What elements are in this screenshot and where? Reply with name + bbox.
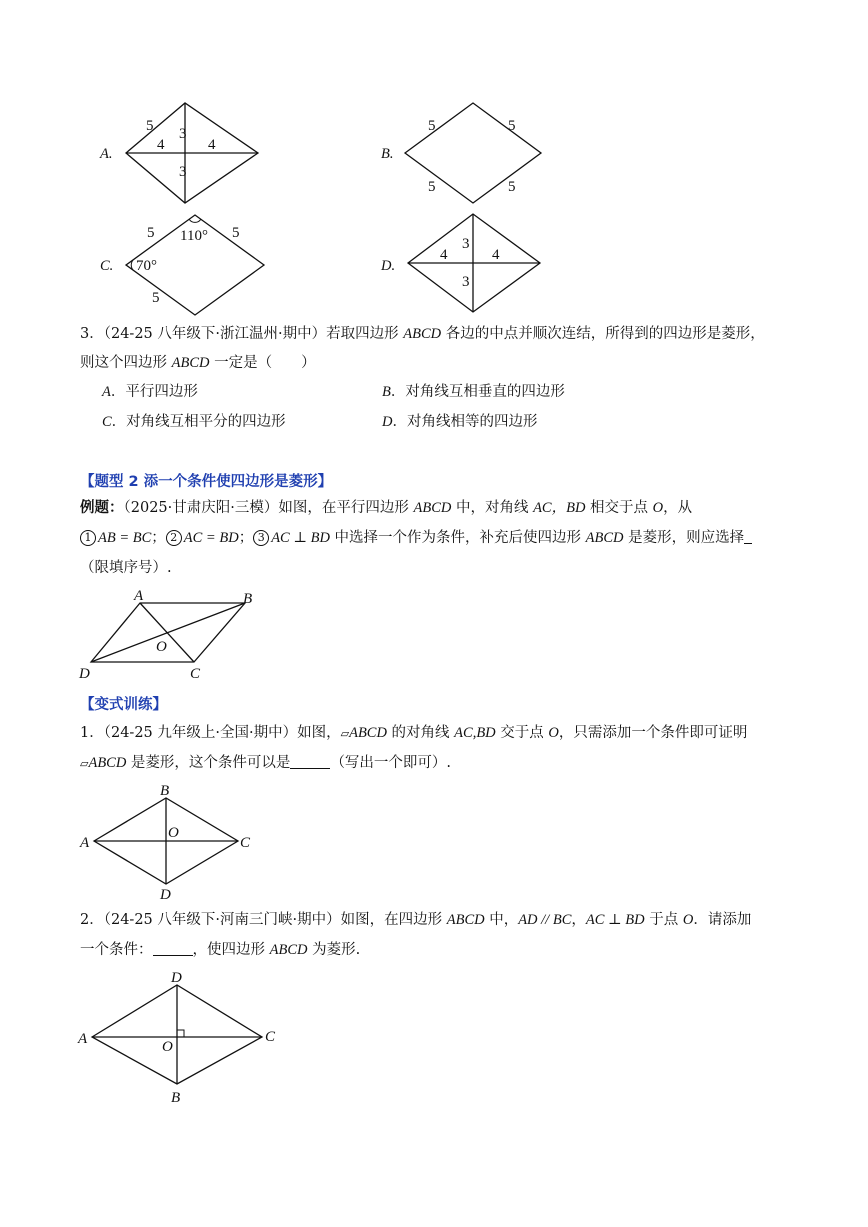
question-3-line2: 则这个四边形 ABCD 一定是（ ） <box>80 355 316 371</box>
label-diag-4-left: 4 <box>440 247 448 263</box>
example-line2: 1 AB = BC； 2 AC = BD； 3 AC ⊥ BD 中选择一个作为条件，补充后使四边形 ABCD 是菱形，则应选择 <box>80 528 752 548</box>
practice-1-line2: ▱ABCD 是菱形，这个条件可以是 （写出一个即可）. <box>80 755 452 771</box>
option-c-letter: C. <box>100 258 114 274</box>
label-C: C <box>240 835 251 851</box>
option-c-rhombus-figure <box>120 210 270 320</box>
label-O: O <box>162 1039 173 1055</box>
question-3-line1: 3．（24-25 八年级下·浙江温州·期中）若取四边形 ABCD 各边的中点并顺次连结，所得到的四边形是菱形， <box>80 326 765 342</box>
label-B: B <box>171 1090 181 1106</box>
label-A: A <box>78 1031 88 1047</box>
question-3-option-a: A．平行四边形 <box>102 384 198 400</box>
label-C: C <box>265 1029 276 1045</box>
practice-2-line1: 2．（24-25 八年级下·河南三门峡·期中）如图，在四边形 ABCD 中，AD // BC，AC ⊥ BD 于点 O．请添加 <box>80 912 752 928</box>
label-diag-3-bottom: 3 <box>179 164 187 180</box>
practice-2-line2: 一个条件： ，使四边形 ABCD 为菱形. <box>80 942 361 958</box>
label-diag-3-top: 3 <box>179 126 187 142</box>
type2-heading: 【题型 2 添一个条件使四边形是菱形】 <box>80 474 333 490</box>
option-d-rhombus-figure <box>402 210 552 320</box>
circled-3: 3 <box>253 530 269 546</box>
label-side-5-tl: 5 <box>147 225 155 241</box>
label-O: O <box>168 825 179 841</box>
label-diag-4-right: 4 <box>208 137 216 153</box>
question-3-option-c: C．对角线互相平分的四边形 <box>102 414 286 430</box>
label-diag-3-top: 3 <box>462 236 470 252</box>
label-A: A <box>134 588 144 604</box>
label-angle-70: 70° <box>136 258 157 274</box>
circled-1: 1 <box>80 530 96 546</box>
label-diag-3-bottom: 3 <box>462 274 470 290</box>
label-O: O <box>156 639 167 655</box>
label-D: D <box>160 887 171 903</box>
label-C: C <box>190 666 201 682</box>
label-diag-4-right: 4 <box>492 247 500 263</box>
practice-2-rhombus-figure <box>76 965 296 1105</box>
label-D: D <box>79 666 90 682</box>
circled-2: 2 <box>166 530 182 546</box>
label-side-5: 5 <box>146 118 154 134</box>
label-side-5-tr: 5 <box>232 225 240 241</box>
label-diag-4-left: 4 <box>157 137 165 153</box>
label-D: D <box>171 970 182 986</box>
answer-blank <box>290 754 330 769</box>
label-angle-110: 110° <box>180 228 208 244</box>
option-a-letter: A. <box>100 146 113 162</box>
label-A: A <box>80 835 90 851</box>
example-line1: 例题：（2025·甘肃庆阳·三模）如图，在平行四边形 ABCD 中，对角线 AC，BD 相交于点 O，从 <box>80 500 693 516</box>
question-3-option-d: D．对角线相等的四边形 <box>382 414 538 430</box>
label-side-5-tl: 5 <box>428 118 436 134</box>
option-b-rhombus-figure <box>398 100 548 208</box>
label-B: B <box>160 783 170 799</box>
option-a-rhombus-figure <box>120 100 270 208</box>
label-side-5-tr: 5 <box>508 118 516 134</box>
label-B: B <box>243 591 253 607</box>
label-side-5-br: 5 <box>508 179 516 195</box>
example-parallelogram-figure <box>76 585 276 683</box>
label-side-5-bl: 5 <box>428 179 436 195</box>
question-3-option-b: B．对角线互相垂直的四边形 <box>382 384 565 400</box>
option-d-letter: D. <box>381 258 396 274</box>
practice-1-rhombus-figure <box>76 780 266 902</box>
label-side-5-bl: 5 <box>152 290 160 306</box>
option-b-letter: B. <box>381 146 394 162</box>
example-line3: （限填序号）. <box>80 560 172 576</box>
answer-blank <box>744 529 752 544</box>
answer-blank <box>153 941 193 956</box>
practice-heading: 【变式训练】 <box>80 697 167 713</box>
practice-1-line1: 1．（24-25 九年级上·全国·期中）如图，▱ABCD 的对角线 AC,BD 交于点 O，只需添加一个条件即可证明 <box>80 725 748 741</box>
